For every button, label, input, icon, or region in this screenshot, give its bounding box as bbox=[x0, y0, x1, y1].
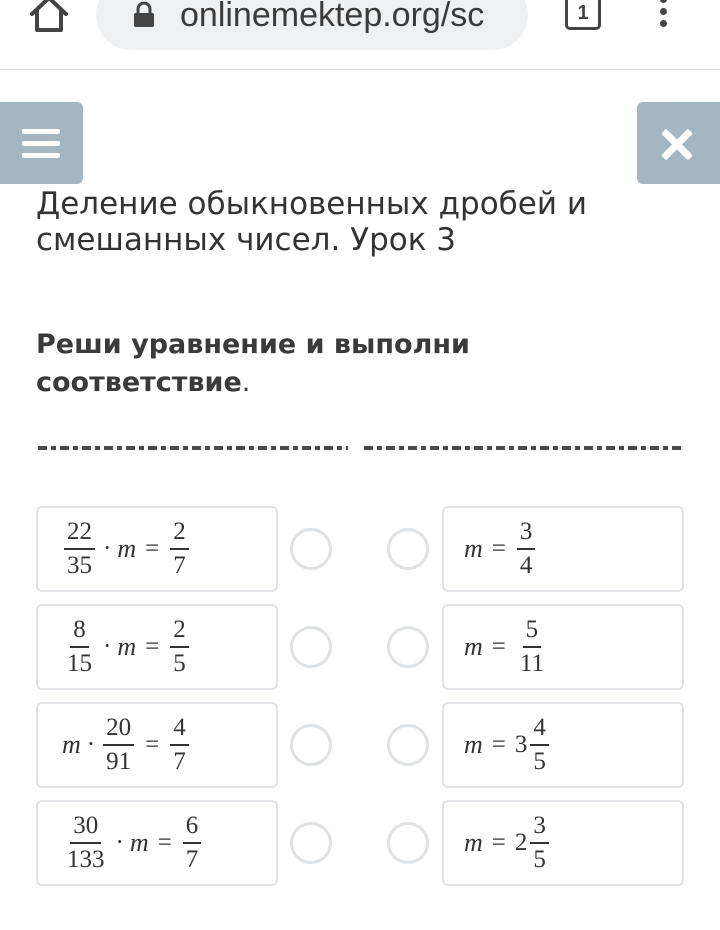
more-vert-icon[interactable] bbox=[652, 0, 674, 30]
numerator: 4 bbox=[530, 712, 549, 746]
equals-sign: = bbox=[157, 829, 172, 856]
numerator: 30 bbox=[70, 810, 101, 844]
fraction bbox=[183, 810, 202, 876]
equation bbox=[464, 704, 551, 786]
equation-card-1[interactable] bbox=[36, 506, 278, 592]
right-radio-4[interactable] bbox=[387, 822, 429, 864]
equation-card-3[interactable] bbox=[36, 702, 278, 788]
operator: · bbox=[103, 633, 112, 660]
variable: m bbox=[464, 534, 483, 563]
variable: m bbox=[464, 632, 483, 661]
equation bbox=[62, 704, 191, 786]
lock-icon bbox=[132, 2, 156, 33]
variable: m bbox=[62, 730, 81, 759]
variable: m bbox=[464, 828, 483, 857]
numerator: 6 bbox=[183, 810, 202, 844]
denominator: 5 bbox=[173, 650, 186, 677]
equals-sign: = bbox=[491, 731, 506, 758]
denominator: 4 bbox=[519, 552, 533, 579]
fraction bbox=[530, 712, 549, 778]
denominator: 7 bbox=[173, 748, 186, 775]
right-radio-3[interactable] bbox=[387, 724, 429, 766]
denominator: 91 bbox=[106, 748, 132, 775]
answer-card-4[interactable] bbox=[442, 800, 684, 886]
equals-sign: = bbox=[491, 829, 506, 856]
fraction bbox=[64, 614, 95, 680]
fraction bbox=[530, 810, 549, 876]
denominator: 7 bbox=[185, 846, 199, 873]
equation bbox=[464, 802, 551, 884]
fraction bbox=[517, 516, 536, 582]
whole-part: 3 bbox=[514, 731, 528, 758]
equals-sign: = bbox=[145, 535, 160, 562]
numerator: 3 bbox=[517, 516, 536, 550]
fraction bbox=[64, 810, 108, 876]
numerator: 2 bbox=[170, 614, 189, 648]
task-instruction bbox=[36, 326, 596, 402]
equation bbox=[62, 606, 191, 688]
equals-sign: = bbox=[145, 633, 160, 660]
home-icon[interactable] bbox=[24, 0, 74, 38]
numerator: 3 bbox=[530, 810, 549, 844]
answer-card-3[interactable] bbox=[442, 702, 684, 788]
variable: m bbox=[464, 730, 483, 759]
equals-sign: = bbox=[491, 633, 506, 660]
right-radio-2[interactable] bbox=[387, 626, 429, 668]
operator: · bbox=[86, 731, 96, 758]
equation bbox=[464, 606, 549, 688]
operator: · bbox=[103, 535, 112, 562]
equals-sign: = bbox=[145, 731, 160, 758]
page-title: Деление обыкновенных дробей и смешанных чисел. Урок 3 bbox=[36, 186, 588, 258]
left-radio-3[interactable] bbox=[290, 724, 332, 766]
denominator: 15 bbox=[67, 650, 92, 677]
denominator: 133 bbox=[67, 846, 105, 873]
fraction bbox=[170, 614, 189, 680]
numerator: 2 bbox=[170, 516, 189, 550]
numerator: 20 bbox=[103, 712, 134, 746]
denominator: 5 bbox=[533, 846, 546, 873]
equation-card-4[interactable] bbox=[36, 800, 278, 886]
fraction bbox=[103, 712, 134, 778]
task-text: Реши уравнение и выполни соответствие bbox=[36, 329, 470, 398]
whole-part: 2 bbox=[514, 829, 528, 856]
url-text: onlinemektep.org/sc bbox=[180, 0, 485, 34]
address-bar[interactable] bbox=[96, 0, 528, 50]
numerator: 5 bbox=[523, 614, 542, 648]
close-icon[interactable] bbox=[637, 102, 720, 184]
denominator: 7 bbox=[173, 552, 186, 579]
equals-sign: = bbox=[491, 535, 506, 562]
fraction bbox=[170, 712, 189, 778]
browser-toolbar bbox=[0, 0, 720, 70]
numerator: 22 bbox=[64, 516, 95, 550]
equation-card-2[interactable] bbox=[36, 604, 278, 690]
task-period: . bbox=[241, 367, 251, 398]
equation bbox=[62, 802, 203, 884]
left-radio-2[interactable] bbox=[290, 626, 332, 668]
tabs-count-button[interactable]: 1 bbox=[565, 0, 601, 30]
denominator: 5 bbox=[533, 748, 546, 775]
equation bbox=[62, 508, 191, 590]
variable: m bbox=[117, 534, 137, 563]
denominator: 11 bbox=[519, 650, 544, 677]
answer-card-2[interactable] bbox=[442, 604, 684, 690]
dashed-divider bbox=[38, 445, 682, 451]
fraction bbox=[170, 516, 189, 582]
fraction bbox=[517, 614, 547, 680]
denominator: 35 bbox=[67, 552, 92, 579]
equation bbox=[464, 508, 537, 590]
numerator: 8 bbox=[70, 614, 89, 648]
numerator: 4 bbox=[170, 712, 189, 746]
fraction bbox=[64, 516, 95, 582]
left-radio-4[interactable] bbox=[290, 822, 332, 864]
hamburger-icon[interactable] bbox=[0, 102, 83, 184]
answer-card-1[interactable] bbox=[442, 506, 684, 592]
left-radio-1[interactable] bbox=[290, 528, 332, 570]
right-radio-1[interactable] bbox=[387, 528, 429, 570]
variable: m bbox=[117, 632, 137, 661]
variable: m bbox=[129, 828, 149, 857]
operator: · bbox=[115, 829, 124, 856]
